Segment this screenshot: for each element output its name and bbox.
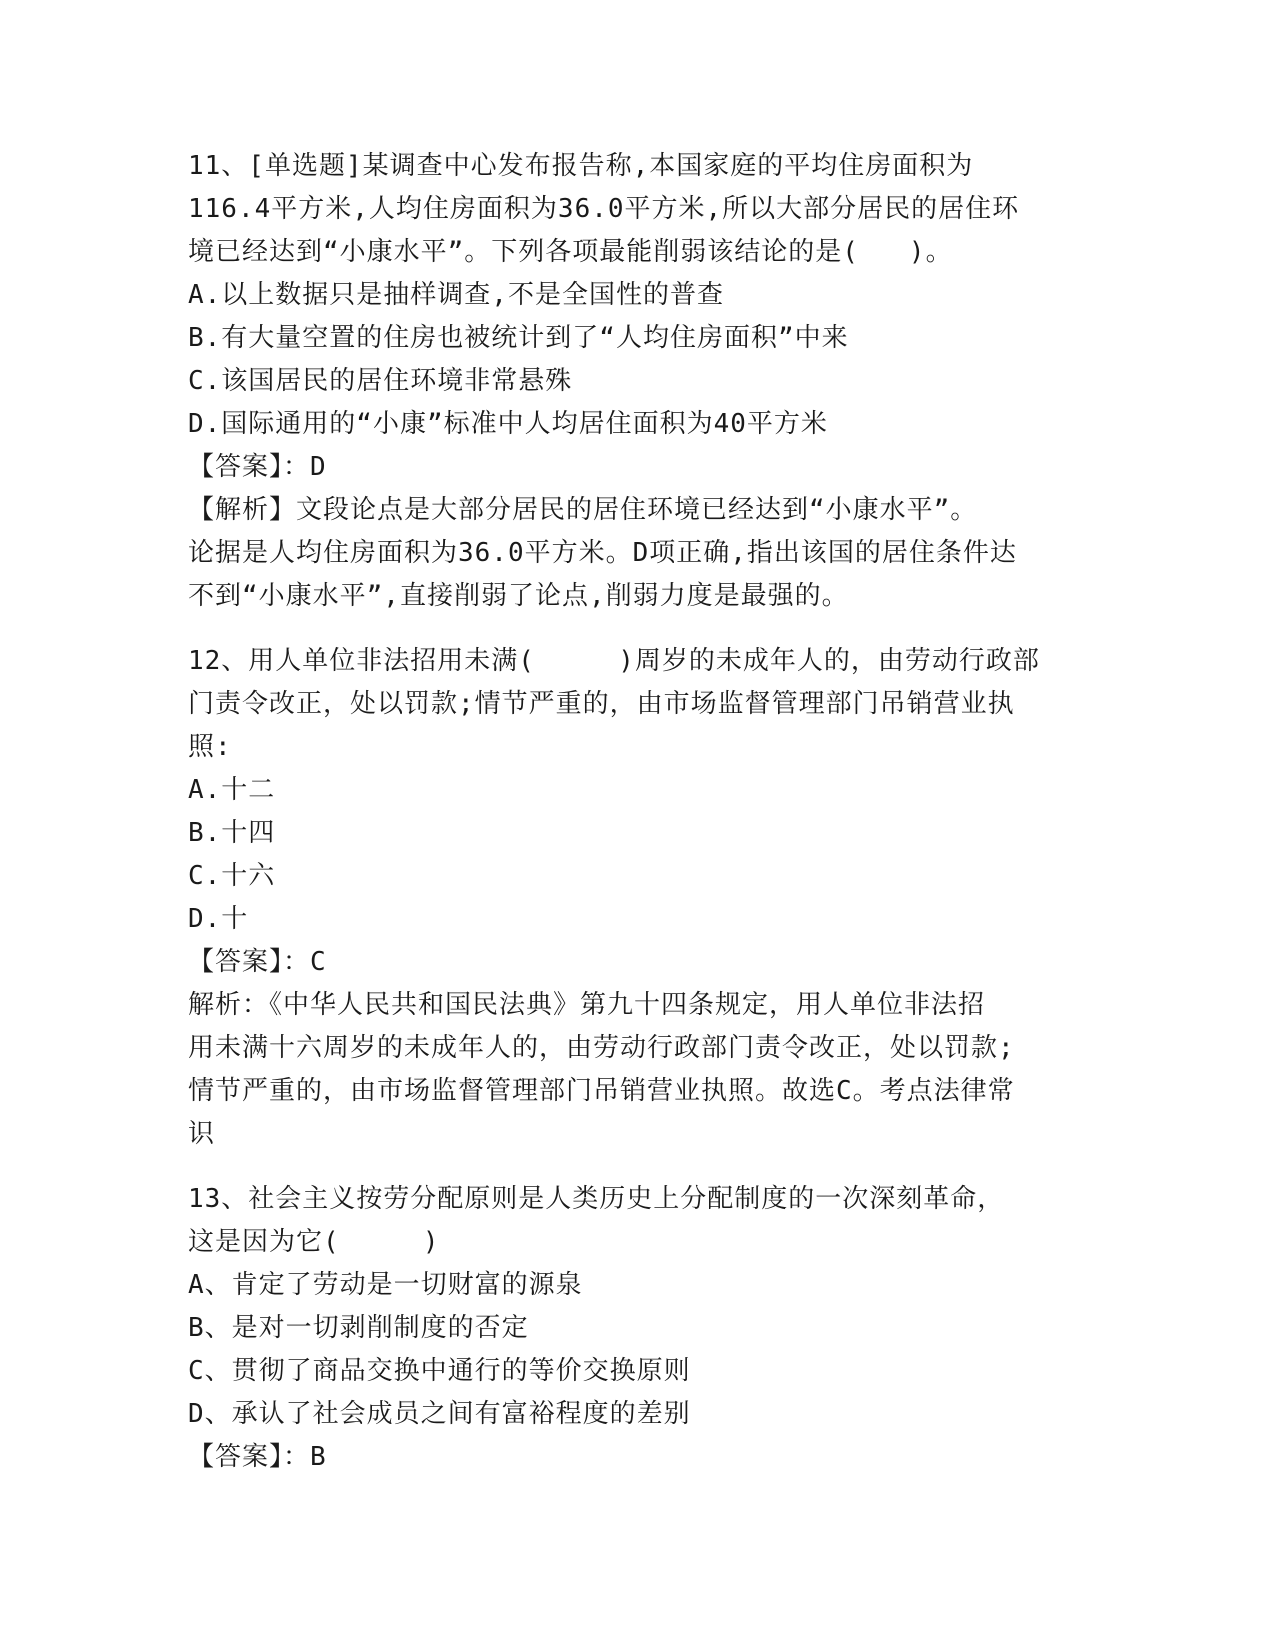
option-d: D、承认了社会成员之间有富裕程度的差别 bbox=[188, 1399, 691, 1429]
question-stem-line: 12、用人单位非法招用未满( )周岁的未成年人的，由劳动行政部 bbox=[188, 646, 1040, 676]
question-12 bbox=[188, 640, 1088, 1156]
answer-line: 【答案】：B bbox=[188, 1442, 327, 1472]
option-c: C、贯彻了商品交换中通行的等价交换原则 bbox=[188, 1356, 691, 1386]
analysis-line: 不到“小康水平”,直接削弱了论点,削弱力度是最强的。 bbox=[188, 581, 849, 611]
option-a: A.十二 bbox=[188, 775, 276, 805]
option-d: D.国际通用的“小康”标准中人均居住面积为40平方米 bbox=[188, 409, 828, 439]
option-b: B.十四 bbox=[188, 818, 276, 848]
question-stem-line: 照: bbox=[188, 732, 232, 762]
answer-line: 【答案】：C bbox=[188, 947, 327, 977]
analysis-line: 用未满十六周岁的未成年人的，由劳动行政部门责令改正，处以罚款; bbox=[188, 1033, 1015, 1063]
analysis-line: 识 bbox=[188, 1119, 216, 1149]
option-a: A、肯定了劳动是一切财富的源泉 bbox=[188, 1270, 583, 1300]
option-a: A.以上数据只是抽样调查,不是全国性的普查 bbox=[188, 280, 724, 310]
question-stem-line: 13、社会主义按劳分配原则是人类历史上分配制度的一次深刻革命， bbox=[188, 1184, 1005, 1214]
option-b: B.有大量空置的住房也被统计到了“人均住房面积”中来 bbox=[188, 323, 849, 353]
question-11 bbox=[188, 145, 1088, 618]
question-stem-line: 境已经达到“小康水平”。下列各项最能削弱该结论的是( )。 bbox=[188, 237, 953, 267]
analysis-line: 情节严重的，由市场监督管理部门吊销营业执照。故选C。考点法律常 bbox=[188, 1076, 1015, 1106]
question-stem-line: 门责令改正，处以罚款;情节严重的，由市场监督管理部门吊销营业执 bbox=[188, 689, 1015, 719]
question-stem-line: 116.4平方米,人均住房面积为36.0平方米,所以大部分居民的居住环 bbox=[188, 194, 1020, 224]
answer-line: 【答案】：D bbox=[188, 452, 327, 482]
option-c: C.十六 bbox=[188, 861, 276, 891]
analysis-line: 【解析】文段论点是大部分居民的居住环境已经达到“小康水平”。 bbox=[188, 495, 978, 525]
option-b: B、是对一切剥削制度的否定 bbox=[188, 1313, 529, 1343]
question-stem-line: 这是因为它( ) bbox=[188, 1227, 440, 1257]
document-content bbox=[188, 145, 1088, 1479]
analysis-line: 论据是人均住房面积为36.0平方米。D项正确,指出该国的居住条件达 bbox=[188, 538, 1017, 568]
question-stem-line: 11、[单选题]某调查中心发布报告称,本国家庭的平均住房面积为 bbox=[188, 151, 974, 181]
option-d: D.十 bbox=[188, 904, 249, 934]
option-c: C.该国居民的居住环境非常悬殊 bbox=[188, 366, 573, 396]
analysis-line: 解析：《中华人民共和国民法典》第九十四条规定，用人单位非法招 bbox=[188, 990, 986, 1020]
question-13 bbox=[188, 1178, 1088, 1479]
